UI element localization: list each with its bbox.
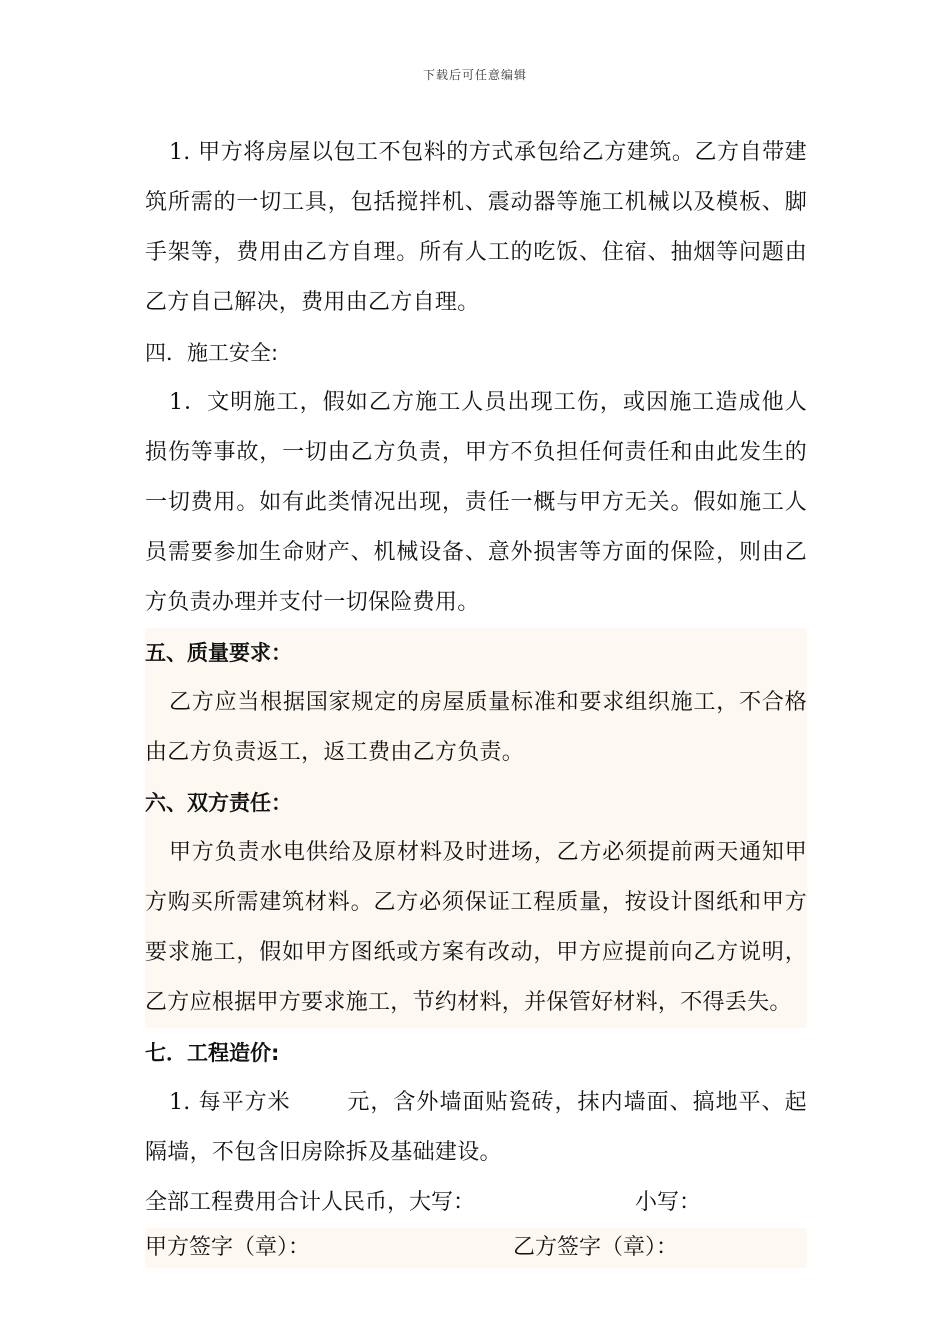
section4-item1: 1．文明施工，假如乙方施工人员出现工伤，或因施工造成他人损伤等事故，一切由乙方负责，甲方不负担任何责任和由此发生的一切费用。如有此类情况出现，责任一概与甲方无关。假如施工人员需要参加生命财产、机械设备、意外损害等方面的保险，则由乙方负责办理并支付一切保险费用。 <box>145 390 807 615</box>
section3-item1: 1. 甲方将房屋以包工不包料的方式承包给乙方建筑。乙方自带建筑所需的一切工具，包括搅拌机、震动器等施工机械以及模板、脚手架等，费用由乙方自理。所有人工的吃饭、住宿、抽烟等问题由乙方自己解决，费用由乙方自理。 <box>145 140 807 315</box>
section5-body: 乙方应当根据国家规定的房屋质量标准和要求组织施工，不合格由乙方负责返工，返工费由乙方负责。 <box>145 690 807 765</box>
section6-title: 六、双方责任： <box>145 791 292 815</box>
total-small-label: 小写： <box>635 1190 702 1215</box>
party-a-signature: 甲方签字（章）： <box>145 1235 311 1260</box>
contract-page <box>145 128 807 1268</box>
total-label: 全部工程费用合计人民币，大写： <box>145 1190 476 1215</box>
section7-title: 七．工程造价: <box>145 1041 280 1065</box>
section7-item1 <box>145 1078 807 1178</box>
header-note: 下载后可任意编辑 <box>422 68 527 82</box>
party-b-signature: 乙方签字（章）： <box>513 1235 679 1260</box>
total-line <box>145 1178 807 1228</box>
shaded-block <box>145 628 807 1028</box>
price-prefix: 1. 每平方米 <box>169 1090 291 1115</box>
signature-line <box>145 1228 807 1268</box>
section6-body: 甲方负责水电供给及原材料及时进场，乙方必须提前两天通知甲方购买所需建筑材料。乙方必须保证工程质量，按设计图纸和甲方要求施工，假如甲方图纸或方案有改动，甲方应提前向乙方说明，乙方应根据甲方要求施工，节约材料，并保管好材料，不得丢失。 <box>145 840 807 1015</box>
section4-title: 四．施工安全: <box>145 341 279 365</box>
price-suffix: 元，含外墙面贴瓷砖，抹内墙面、搞地平、起隔墙，不包含旧房除拆及基础建设。 <box>145 1090 807 1165</box>
section5-title: 五、质量要求： <box>145 641 292 665</box>
